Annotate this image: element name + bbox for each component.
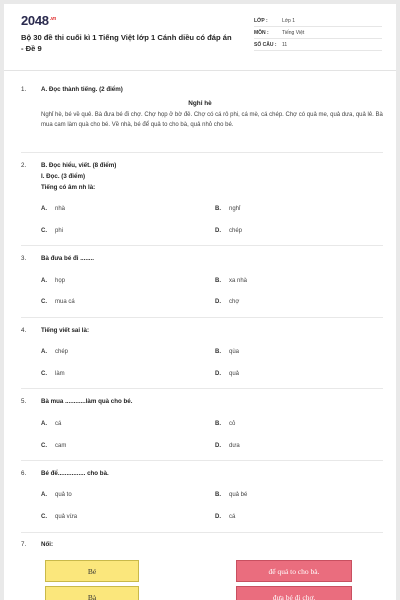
divider xyxy=(21,532,383,533)
option-c[interactable]: C. làm xyxy=(41,371,65,377)
exam-page xyxy=(4,4,396,600)
option-c[interactable]: C. phi xyxy=(41,228,64,234)
question-prompt: Tiếng có âm nh là: xyxy=(41,184,96,191)
question-text: Bà đưa bé đi ........ xyxy=(41,255,94,262)
divider xyxy=(21,460,383,461)
site-logo[interactable]: $2048^{.vn}$ xyxy=(21,13,57,28)
option-b[interactable]: B. qùa xyxy=(215,349,240,355)
match-left-item[interactable]: Bé xyxy=(45,560,139,582)
divider xyxy=(21,388,383,389)
exam-title: Bộ 30 đề thi cuối kì 1 Tiếng Việt lớp 1 Cánh diều có đáp án - Đề 9 xyxy=(21,33,232,53)
question-text: Bà mua ............làm quà cho bé. xyxy=(41,398,133,405)
question-text: B. Đọc hiểu, viết. (8 điểm) xyxy=(41,162,117,169)
option-b[interactable]: B. cỏ xyxy=(215,421,236,427)
match-right-item[interactable]: đưa bé đi chợ. xyxy=(236,586,352,600)
question-text: Tiếng viết sai là: xyxy=(41,327,90,334)
question-number: 5. xyxy=(21,398,27,405)
match-right-item[interactable]: để quả to cho bà. xyxy=(236,560,352,582)
option-c[interactable]: C. mua cá xyxy=(41,299,75,305)
divider xyxy=(21,152,383,153)
option-c[interactable]: C. cam xyxy=(41,443,67,449)
option-b[interactable]: B. xa nhà xyxy=(215,278,248,284)
option-d[interactable]: D. quả xyxy=(215,371,240,377)
option-d[interactable]: D. chợ xyxy=(215,299,240,305)
question-number: 4. xyxy=(21,327,27,334)
option-d[interactable]: D. dưa xyxy=(215,443,240,449)
question-text: A. Đọc thành tiếng. (2 điểm) xyxy=(41,86,123,93)
option-d[interactable]: D. cá xyxy=(215,514,236,520)
header xyxy=(4,4,396,71)
option-a[interactable]: A. cá xyxy=(41,421,62,427)
option-a[interactable]: A. họp xyxy=(41,278,66,284)
option-d[interactable]: D. chép xyxy=(215,228,243,234)
question-number: 6. xyxy=(21,470,27,477)
divider xyxy=(21,245,383,246)
exam-meta xyxy=(254,16,382,52)
option-a[interactable]: A. chép xyxy=(41,349,69,355)
question-number: 2. xyxy=(21,162,27,169)
reading-passage: Nghỉ hè, bé về quê. Bà đưa bé đi chợ. Chợ họp ở bờ đê. Chợ có cá rô phi, cá mè, cá chép. Chợ có quả me, quả dưa, quả lê. Bà mua cam làm quà cho bé. Về nhà, bé để quả to cho bà, quả nhỏ cho bé. xyxy=(41,112,383,128)
option-b[interactable]: B. nghỉ xyxy=(215,206,241,212)
option-a[interactable]: A. nhà xyxy=(41,206,66,212)
question-number: 3. xyxy=(21,255,27,262)
option-a[interactable]: A. quả to xyxy=(41,492,72,498)
question-text: Bé để................ cho bà. xyxy=(41,470,109,477)
match-left-item[interactable]: Bà xyxy=(45,586,139,600)
question-number: 7. xyxy=(21,541,27,548)
reading-title: Nghỉ hè xyxy=(188,100,212,107)
option-b[interactable]: B. quả bé xyxy=(215,492,248,498)
meta-subject: MÔN : Tiếng Việt xyxy=(254,28,382,39)
question-subheading: I. Đọc. (3 điểm) xyxy=(41,173,86,180)
meta-count: SỐ CÂU : 11 xyxy=(254,40,382,51)
divider xyxy=(21,317,383,318)
question-number: 1. xyxy=(21,86,27,93)
question-text: Nối: xyxy=(41,541,54,548)
meta-grade: LỚP : Lớp 1 xyxy=(254,16,382,27)
option-c[interactable]: C. quả vừa xyxy=(41,514,78,520)
